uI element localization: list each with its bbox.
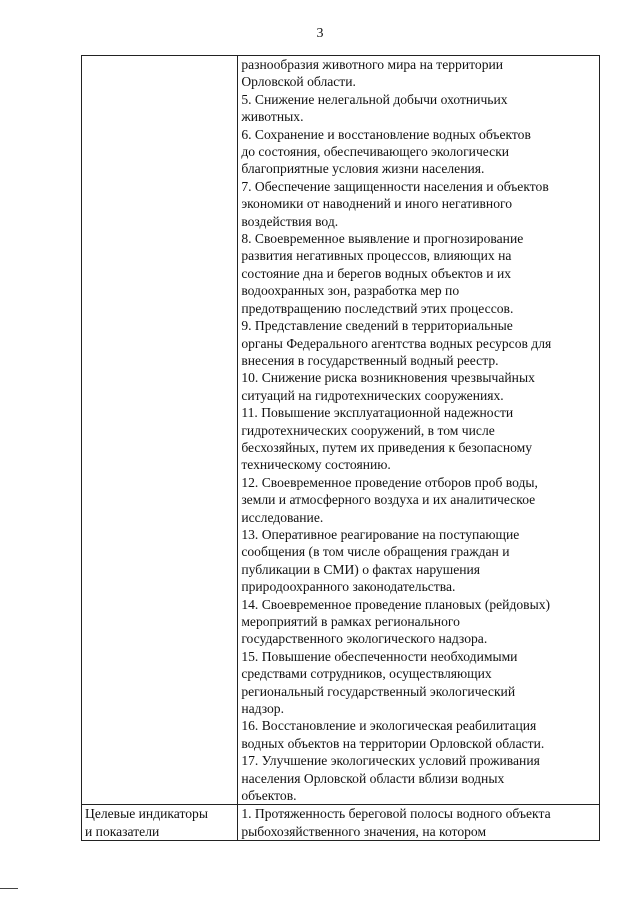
text-line: мероприятий в рамках регионального (241, 614, 460, 629)
text-line: развития негативных процессов, влияющих на (241, 248, 512, 264)
text-line: сообщения (в том числе обращения граждан и (241, 544, 510, 560)
text-line: населения Орловской области вблизи водных (241, 770, 505, 786)
text-line: водных объектов на территории Орловской области. (241, 735, 545, 751)
text-line: экономики от наводнений и иного негативного (241, 196, 513, 212)
text-line: государственного экологического надзора. (241, 631, 488, 647)
text-line: рыбохозяйственного значения, на котором (241, 823, 487, 839)
text-line: разнообразия животного мира на территории (241, 57, 504, 72)
table-row (82, 805, 600, 841)
text-line: 5. Снижение нелегальной добычи охотничьих (241, 91, 508, 107)
text-line: объектов. (241, 788, 297, 804)
text-line: региональный государственный экологический (241, 683, 516, 699)
text-line: 10. Снижение риска возникновения чрезвычайных (241, 370, 535, 386)
text-line: 9. Представление сведений в территориальные (241, 318, 513, 334)
text-line: 8. Своевременное выявление и прогнозирование (241, 231, 524, 247)
text-line: состояние дна и берегов водных объектов и их (241, 265, 512, 281)
text-line: природоохранного законодательства. (241, 579, 456, 595)
program-passport-table (81, 55, 600, 841)
text-line: предотвращению последствий этих процессов. (241, 300, 514, 316)
table-row (82, 56, 600, 805)
text-line: земли и атмосферного воздуха и их аналитическое (241, 492, 536, 508)
text-line: воздействия вод. (241, 213, 339, 229)
text-line: 13. Оперативное реагирование на поступающие (241, 526, 520, 542)
table-cell-left (82, 56, 238, 805)
text-line: и показатели (85, 823, 160, 839)
text-line: 12. Своевременное проведение отборов проб воды, (241, 474, 538, 490)
text-line: 7. Обеспечение защищенности населения и объектов (241, 178, 549, 194)
table-cell-left (82, 805, 238, 841)
text-line: средствами сотрудников, осуществляющих (241, 666, 492, 682)
text-line: бесхозяйных, путем их приведения к безопасному (241, 439, 533, 455)
page-number: 3 (316, 26, 324, 41)
text-line: гидротехнических сооружений, в том числе (241, 422, 495, 438)
text-line: 14. Своевременное проведение плановых (рейдовых) (241, 596, 551, 612)
text-line: внесения в государственный водный реестр. (241, 352, 499, 368)
text-line: 15. Повышение обеспеченности необходимыми (241, 648, 518, 664)
text-line: благоприятные условия жизни населения. (241, 161, 485, 177)
table-cell-right (238, 56, 600, 805)
text-line: до состояния, обеспечивающего экологически (241, 144, 510, 160)
scan-edge-mark (0, 888, 18, 889)
text-line: исследование. (241, 509, 324, 525)
text-line: водоохранных зон, разработка мер по (241, 283, 460, 299)
text-line: 17. Улучшение экологических условий проживания (241, 753, 540, 769)
table-cell-right (238, 805, 600, 841)
text-line: 16. Восстановление и экологическая реабилитация (241, 718, 537, 734)
text-line: 6. Сохранение и восстановление водных объектов (241, 126, 531, 142)
text-line: ситуаций на гидротехнических сооружениях. (241, 387, 504, 403)
text-line: техническому состоянию. (241, 457, 391, 473)
text-line: Орловской области. (241, 74, 356, 90)
text-line: публикации в СМИ) о фактах нарушения (241, 561, 481, 577)
text-line: Целевые индикаторы (85, 806, 208, 822)
text-line: 11. Повышение эксплуатационной надежности (241, 405, 514, 421)
text-line: 1. Протяженность береговой полосы водного объекта (241, 806, 551, 822)
text-line: надзор. (241, 701, 284, 717)
text-line: животных. (241, 109, 304, 125)
text-line: органы Федерального агентства водных ресурсов для (241, 335, 552, 351)
